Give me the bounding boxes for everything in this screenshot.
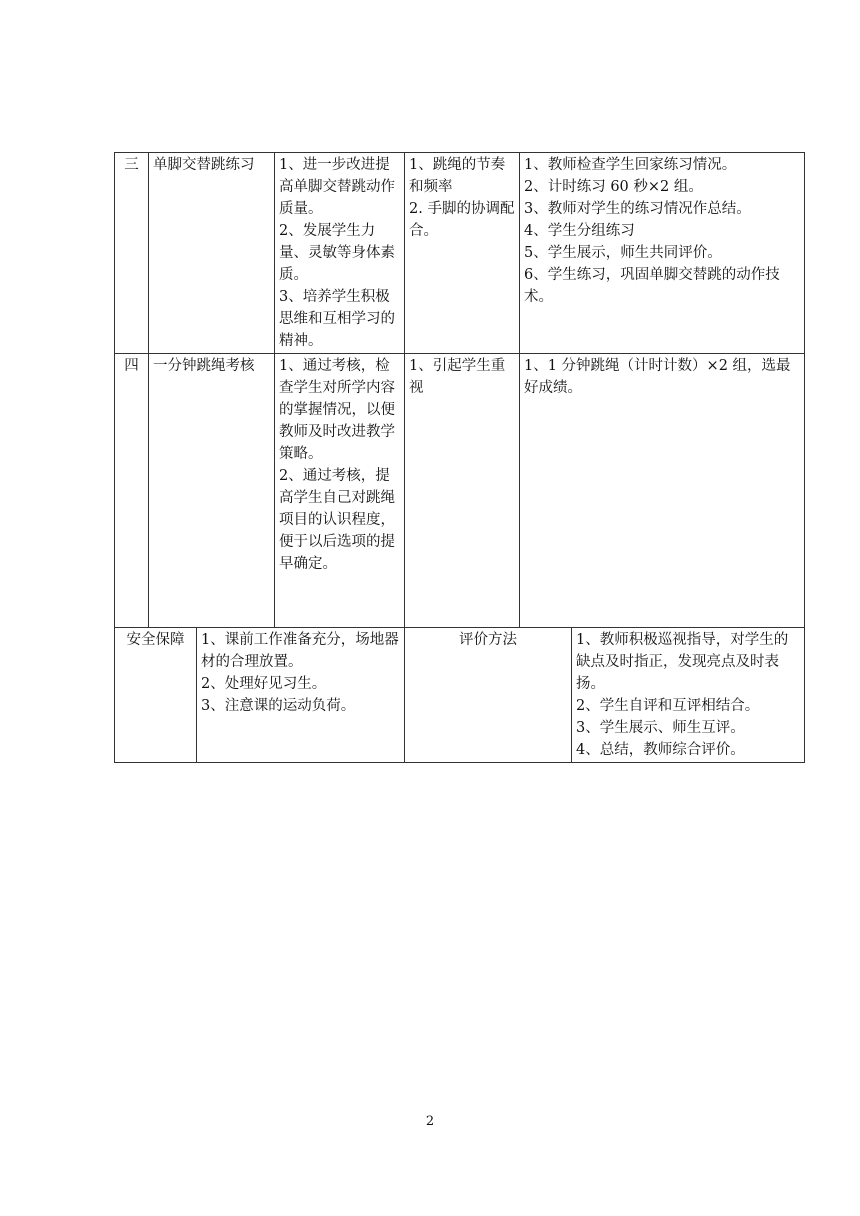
table-row	[115, 354, 805, 628]
objective-item: 2、发展学生力量、灵敏等身体素质。	[279, 223, 395, 283]
content-cell: 一分钟跳绳考核	[149, 354, 275, 628]
objective-item: 1、进一步改进提高单脚交替跳动作质量。	[279, 157, 395, 217]
method-item: 1、1 分钟跳绳（计时计数）×2 组，选最好成绩。	[524, 358, 791, 396]
method-item: 3、教师对学生的练习情况作总结。	[524, 201, 751, 217]
safety-cell	[197, 628, 405, 763]
key-points-cell	[405, 153, 520, 354]
method-item: 2、计时练习 60 秒×2 组。	[524, 179, 703, 195]
methods-cell	[520, 354, 805, 628]
table-row	[115, 153, 805, 354]
objective-item: 1、通过考核，检查学生对所学内容的掌握情况，以便教师及时改进教学策略。	[279, 358, 395, 462]
method-item: 1、教师检查学生回家练习情况。	[524, 157, 737, 173]
safety-item: 1、课前工作准备充分，场地器材的合理放置。	[201, 632, 399, 670]
evaluation-cell	[572, 628, 805, 763]
page-number: 2	[425, 1114, 435, 1129]
safety-item: 3、注意课的运动负荷。	[201, 698, 356, 714]
safety-item: 2、处理好见习生。	[201, 676, 327, 692]
evaluation-item: 4、总结，教师综合评价。	[576, 742, 745, 758]
evaluation-item: 2、学生自评和互评相结合。	[576, 698, 760, 714]
objective-item: 3、培养学生积极思维和互相学习的精神。	[279, 289, 395, 349]
key-point-item: 2. 手脚的协调配合。	[409, 201, 515, 239]
objectives-cell	[275, 354, 405, 628]
lesson-plan-table	[114, 152, 805, 763]
key-point-item: 1、引起学生重视	[409, 358, 506, 396]
method-item: 6、学生练习，巩固单脚交替跳的动作技术。	[524, 267, 780, 305]
content-cell: 单脚交替跳练习	[149, 153, 275, 354]
row-number: 四	[115, 354, 149, 628]
method-item: 5、学生展示，师生共同评价。	[524, 245, 722, 261]
method-item: 4、学生分组练习	[524, 223, 635, 239]
evaluation-item: 1、教师积极巡视指导，对学生的缺点及时指正，发现亮点及时表扬。	[576, 632, 789, 692]
objective-item: 2、通过考核，提高学生自己对跳绳项目的认识程度，便于以后选项的提早确定。	[279, 468, 395, 572]
row-number: 三	[115, 153, 149, 354]
evaluation-item: 3、学生展示、师生互评。	[576, 720, 745, 736]
key-point-item: 1、跳绳的节奏和频率	[409, 157, 506, 195]
table-row	[115, 628, 805, 763]
methods-cell	[520, 153, 805, 354]
objectives-cell	[275, 153, 405, 354]
evaluation-label: 评价方法	[405, 628, 572, 763]
safety-label: 安全保障	[115, 628, 197, 763]
key-points-cell	[405, 354, 520, 628]
